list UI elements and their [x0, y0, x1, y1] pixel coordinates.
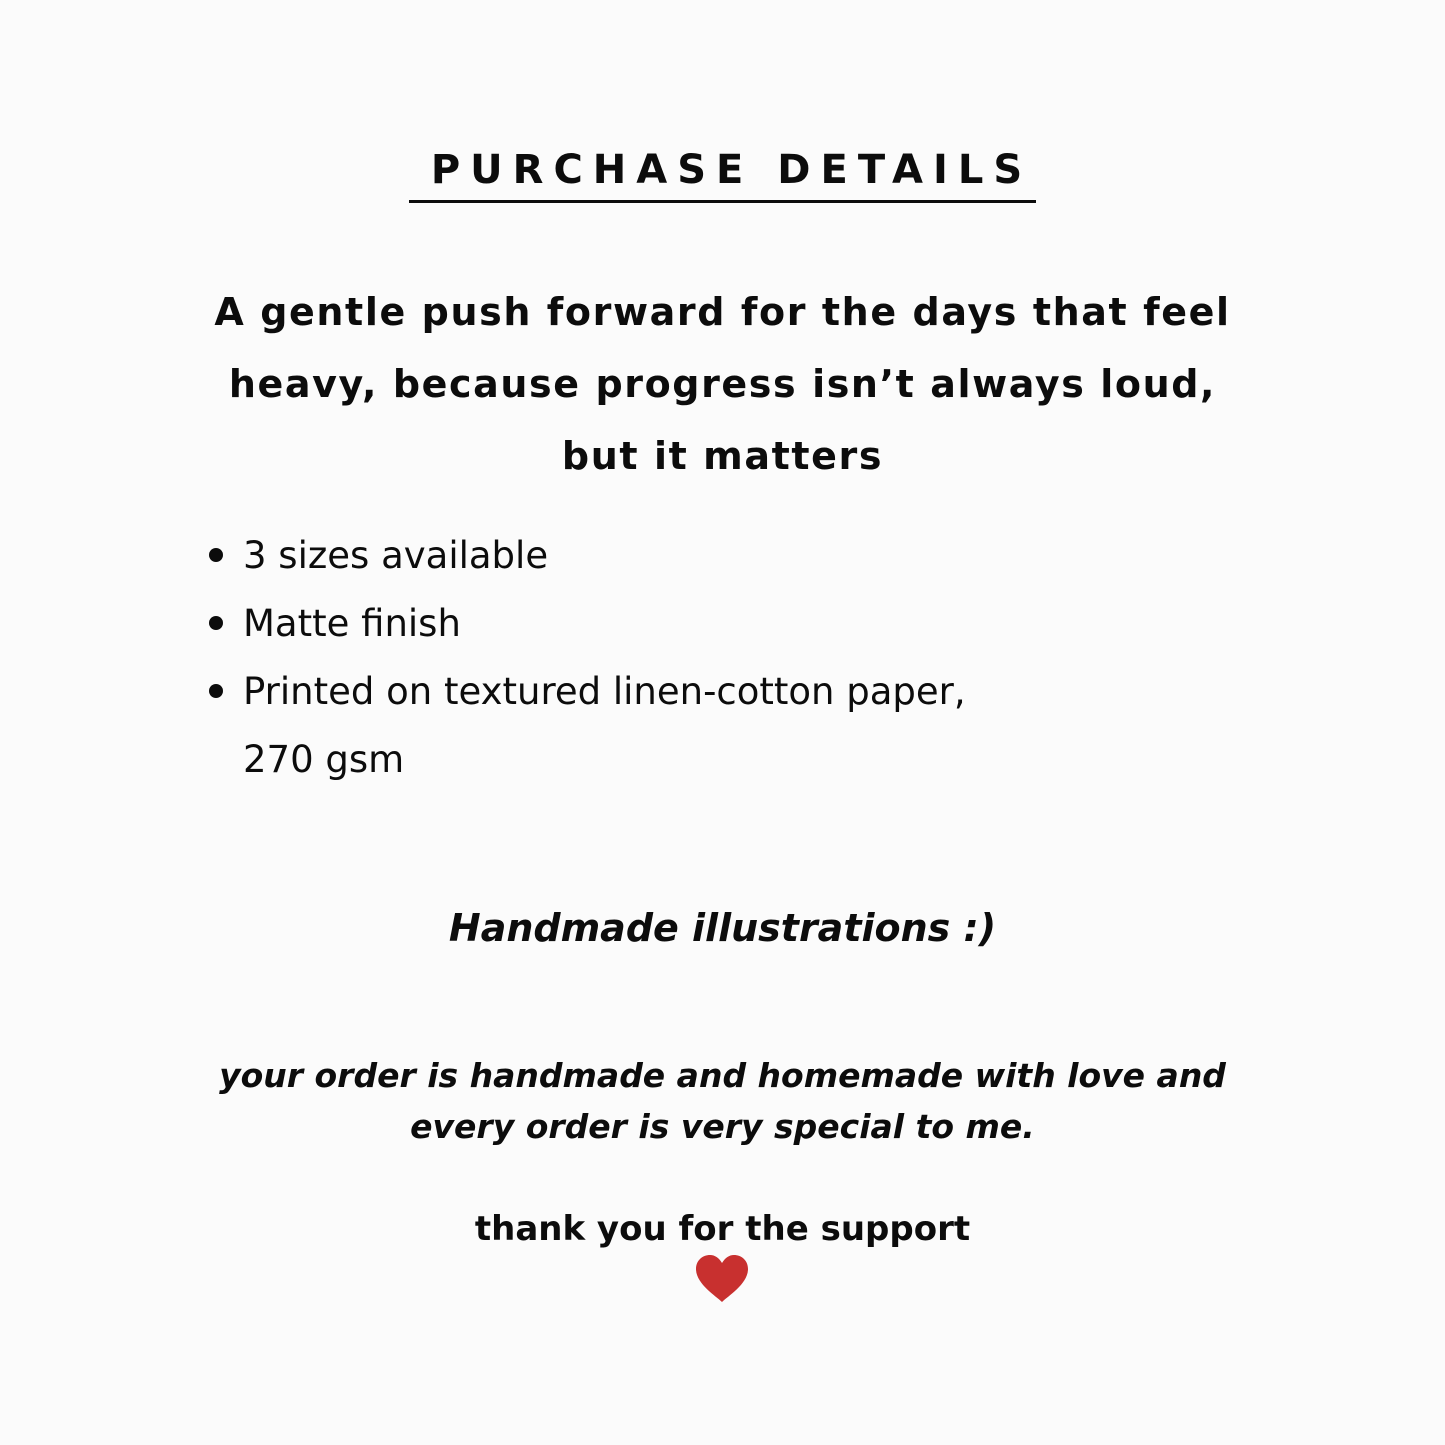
- tagline-line: heavy, because progress isn’t always loud,: [228, 362, 1217, 406]
- list-item-text: 270 gsm: [243, 738, 405, 781]
- list-item-text: 3 sizes available: [243, 534, 549, 577]
- feature-list: [205, 522, 1205, 794]
- list-item: [205, 658, 1205, 794]
- list-item-text: Matte finish: [243, 602, 461, 645]
- list-item-text: Printed on textured linen-cotton paper,: [243, 670, 966, 713]
- tagline-line: but it matters: [561, 434, 884, 478]
- list-item: [205, 590, 1205, 658]
- bullet-icon: [209, 548, 223, 562]
- title-wrap: [0, 146, 1445, 203]
- tagline: [150, 276, 1295, 492]
- list-item: [205, 522, 1205, 590]
- heart-icon: [694, 1254, 750, 1304]
- order-note-line: your order is handmade and homemade with love and: [219, 1056, 1226, 1095]
- order-note-line: every order is very special to me.: [410, 1107, 1035, 1146]
- thanks-message: thank you for the support: [474, 1209, 971, 1249]
- tagline-line: A gentle push forward for the days that feel: [214, 290, 1231, 334]
- handmade-note: Handmade illustrations :): [448, 906, 997, 950]
- bullet-icon: [209, 684, 223, 698]
- bullet-icon: [209, 616, 223, 630]
- page-title: PURCHASE DETAILS: [409, 146, 1036, 203]
- order-note: [120, 1050, 1325, 1152]
